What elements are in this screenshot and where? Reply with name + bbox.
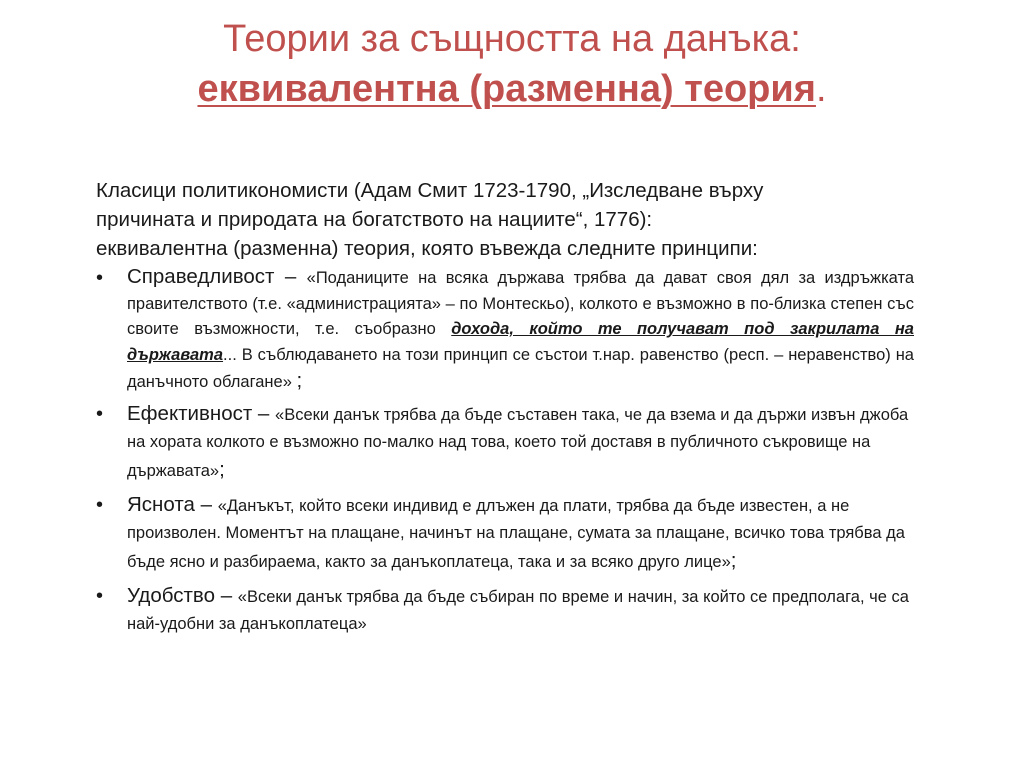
principle-convenience [96, 582, 914, 638]
principle-term: Удобство [127, 583, 215, 607]
principle-fairness [96, 264, 914, 396]
principle-efficiency [96, 400, 914, 485]
principle-separator: – [194, 492, 218, 516]
bullet-marker: • [96, 267, 104, 289]
principle-term: Ефективност [127, 401, 253, 425]
principle-quote: «Поданиците на всяка държава трябва да дават своя дял за издръжката правителството (т.е. «администрацията» – по Монтескьо), колкото е възможно в по-близка степен със своите възможности, т.е. съобразно [127, 269, 915, 338]
principle-end: ; [296, 369, 303, 392]
principle-emphasis: дохода, който те получават под закрилата на държавата [127, 320, 914, 364]
title-emphasis: еквивалентна (разменна) теория [197, 68, 816, 110]
principle-clarity [96, 491, 914, 576]
bullet-marker: • [96, 493, 104, 516]
bullet-marker: • [96, 584, 104, 607]
principle-separator: – [274, 265, 307, 288]
intro-line-1: Класици политикономисти (Адам Смит 1723-1790, „Изследване върху [96, 179, 764, 202]
principle-term: Справедливост [127, 265, 275, 288]
principle-quote: «Всеки данък трябва да бъде събиран по време и начин, за който се предполага, че са най-удобни за данъкоплатеца» [127, 587, 909, 633]
principle-quote: «Данъкът, който всеки индивид е длъжен да плати, трябва да бъде известен, а не произволен. Моментът на плащане, начинът на плащане, сумата за плащане, всичко това трябва да бъде ясно и разбираема, както за данъкоплатеца, така и за всяко друго лице» [127, 496, 905, 571]
bullet-marker: • [96, 402, 104, 425]
intro-line-3: еквивалентна (разменна) теория, която въвежда следните принципи: [96, 237, 758, 260]
principle-quote-continued: ... В съблюдаването на този принцип се състои т.нар. равенство (респ. – неравенство) на данъчното облагане» [127, 345, 914, 391]
principle-separator: – [215, 583, 238, 607]
principle-quote: «Всеки данък трябва да бъде съставен така, че да взема и да държи извън джоба на хората колкото е възможно по-малко над това, което той доставя в публичното съкровище на държавата» [127, 405, 909, 480]
principle-term: Яснота [127, 492, 195, 516]
principle-end: ; [730, 548, 737, 572]
slide-title [60, 14, 964, 114]
title-line-2 [60, 64, 964, 114]
title-line-1: Теории за същността на данъка: [223, 18, 801, 60]
slide-body [96, 176, 914, 638]
intro-paragraph [96, 176, 914, 263]
principle-separator: – [252, 401, 276, 425]
principles-list [96, 264, 914, 638]
intro-line-2: причината и природата на богатството на нациите“, 1776): [96, 208, 653, 231]
title-period: . [815, 68, 827, 110]
principle-end: ; [219, 457, 225, 481]
